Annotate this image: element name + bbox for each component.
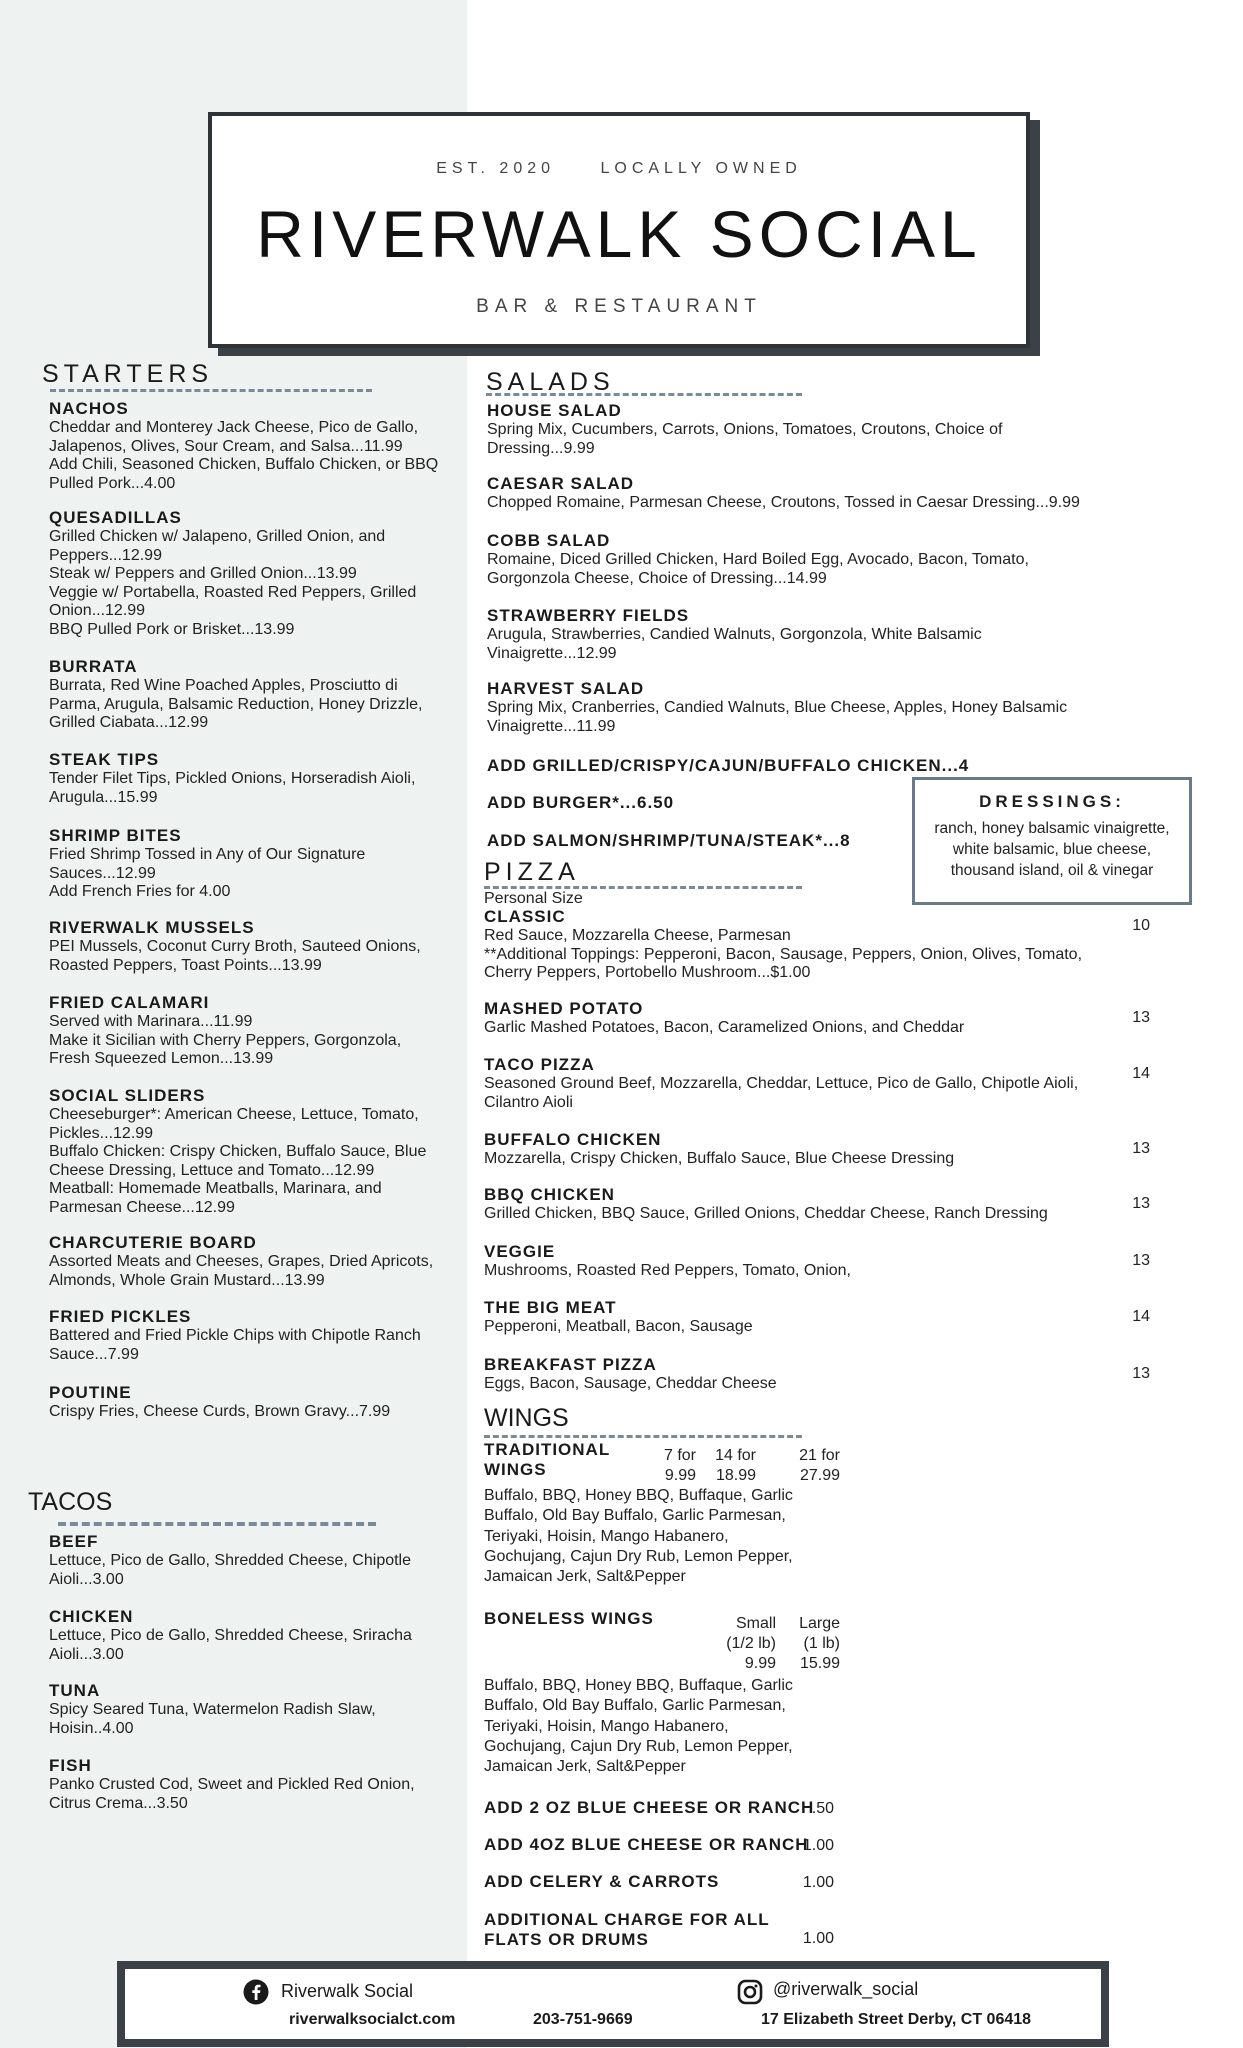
menu-item xyxy=(49,1086,469,1217)
item-description xyxy=(49,1552,469,1589)
item-name: MASHED POTATO xyxy=(484,999,644,1018)
description-line: Arugula, Strawberries, Candied Walnuts, Gorgonzola, White Balsamic xyxy=(487,626,982,643)
pizza-heading: PIZZA xyxy=(484,858,580,886)
description-line: Buffalo, BBQ, Honey BBQ, Buffaque, Garlic xyxy=(484,1677,793,1694)
description-line: Hoisin..4.00 xyxy=(49,1719,134,1737)
item-price: 13 xyxy=(1132,1365,1150,1382)
tagline-locally-owned: LOCALLY OWNED xyxy=(600,160,802,177)
item-name: STRAWBERRY FIELDS xyxy=(487,606,690,625)
item-description xyxy=(49,419,469,493)
description-line: Teriyaki, Hoisin, Mango Habanero, xyxy=(484,1527,729,1545)
item-name: HARVEST SALAD xyxy=(487,679,645,698)
salad-addon: ADD GRILLED/CRISPY/CAJUN/BUFFALO CHICKEN...4 xyxy=(487,756,970,775)
item-description xyxy=(49,1327,469,1364)
description-line: Add French Fries for 4.00 xyxy=(49,883,231,900)
description-line: Sauce...7.99 xyxy=(49,1345,139,1363)
price-cell: 21 for xyxy=(799,1447,840,1464)
menu-item xyxy=(49,826,469,902)
item-name: BURRATA xyxy=(49,657,138,676)
name-line: TRADITIONAL xyxy=(484,1440,611,1459)
price-column xyxy=(700,1446,756,1486)
phone-number: 203-751-9669 xyxy=(533,2011,633,2028)
description-line: Add Chili, Seasoned Chicken, Buffalo Chicken, or BBQ xyxy=(49,456,439,473)
description-line: Spicy Seared Tuna, Watermelon Radish Slaw, xyxy=(49,1701,376,1718)
menu-item xyxy=(49,399,469,493)
price-cell: (1/2 lb) xyxy=(726,1635,776,1652)
item-name: FISH xyxy=(49,1756,92,1775)
dressing-line: thousand island, oil & vinegar xyxy=(950,862,1154,879)
header-box xyxy=(208,112,1030,348)
item-description xyxy=(49,770,469,807)
description-line: Jalapenos, Olives, Sour Cream, and Salsa...11.99 xyxy=(49,437,403,455)
dressing-line: ranch, honey balsamic vinaigrette, xyxy=(934,820,1170,837)
item-price: 14 xyxy=(1132,1308,1150,1325)
item-name: SOCIAL SLIDERS xyxy=(49,1086,206,1105)
item-name: CHICKEN xyxy=(49,1607,134,1626)
description-line: Served with Marinara...11.99 xyxy=(49,1013,253,1030)
description-line: Gochujang, Cajun Dry Rub, Lemon Pepper, xyxy=(484,1547,793,1565)
wings-heading: WINGS xyxy=(484,1404,569,1432)
item-price: 10 xyxy=(1132,917,1150,934)
address: 17 Elizabeth Street Derby, CT 06418 xyxy=(761,2011,1032,2028)
description-line: Crispy Fries, Cheese Curds, Brown Gravy...7.99 xyxy=(49,1403,391,1420)
menu-item xyxy=(487,474,1243,513)
description-line: Aioli...3.00 xyxy=(49,1645,124,1663)
item-description xyxy=(487,551,1243,588)
instagram-icon xyxy=(737,1979,763,2005)
item-name: SHRIMP BITES xyxy=(49,826,182,845)
price-column xyxy=(784,1446,840,1486)
description-line: Parma, Arugula, Balsamic Reduction, Honey Drizzle, xyxy=(49,695,423,713)
extra-price: 1.00 xyxy=(802,1874,834,1891)
item-description xyxy=(49,677,469,733)
item-name: FRIED PICKLES xyxy=(49,1307,192,1326)
menu-item xyxy=(49,918,469,975)
description-line: Pepperoni, Meatball, Bacon, Sausage xyxy=(484,1318,753,1335)
item-name: POUTINE xyxy=(49,1383,132,1402)
dressings-title: DRESSINGS: xyxy=(979,792,1125,811)
description-line: Citrus Crema...3.50 xyxy=(49,1794,188,1812)
menu-item xyxy=(487,401,1243,458)
menu-item xyxy=(49,1756,469,1813)
description-line: Romaine, Diced Grilled Chicken, Hard Boiled Egg, Avocado, Bacon, Tomato, xyxy=(487,551,1029,568)
item-name: STEAK TIPS xyxy=(49,750,160,769)
description-line: Spring Mix, Cucumbers, Carrots, Onions, Tomatoes, Croutons, Choice of xyxy=(487,421,1003,438)
item-description xyxy=(487,421,1243,458)
description-line: Make it Sicilian with Cherry Peppers, Gorgonzola, xyxy=(49,1031,402,1049)
description-line: PEI Mussels, Coconut Curry Broth, Sauteed Onions, xyxy=(49,938,421,955)
salad-addon: ADD SALMON/SHRIMP/TUNA/STEAK*...8 xyxy=(487,831,851,850)
description-line: Cheese Dressing, Lettuce and Tomato...12.99 xyxy=(49,1161,375,1179)
description-line: Meatball: Homemade Meatballs, Marinara, and xyxy=(49,1180,382,1197)
item-name: CLASSIC xyxy=(484,907,566,926)
menu-item xyxy=(49,1532,469,1589)
item-price: 13 xyxy=(1132,1140,1150,1157)
item-description xyxy=(484,1676,793,1777)
description-line: Buffalo, Old Bay Buffalo, Garlic Parmesan, xyxy=(484,1697,786,1715)
price-column xyxy=(764,1614,840,1674)
item-description xyxy=(49,846,469,902)
description-line: **Additional Toppings: Pepperoni, Bacon, Sausage, Peppers, Onion, Olives, Tomato, xyxy=(484,945,1083,963)
description-line: Cilantro Aioli xyxy=(484,1093,573,1111)
menu-item xyxy=(49,1307,469,1364)
description-line: Dressing...9.99 xyxy=(487,439,595,457)
menu-item xyxy=(49,1383,469,1422)
item-name: THE BIG MEAT xyxy=(484,1298,617,1317)
item-price: 13 xyxy=(1132,1009,1150,1026)
item-description xyxy=(487,626,1243,663)
description-line: Vinaigrette...12.99 xyxy=(487,644,617,662)
dressings-box xyxy=(912,777,1192,905)
description-line: Mushrooms, Roasted Red Peppers, Tomato, Onion, xyxy=(484,1262,851,1279)
description-line: Pickles...12.99 xyxy=(49,1124,154,1142)
item-price: 13 xyxy=(1132,1195,1150,1212)
description-line: Mozzarella, Crispy Chicken, Buffalo Sauce, Blue Cheese Dressing xyxy=(484,1150,955,1167)
tacos-heading: TACOS xyxy=(28,1488,113,1516)
wings-divider xyxy=(484,1435,802,1438)
description-line: Grilled Ciabata...12.99 xyxy=(49,714,209,731)
item-description xyxy=(49,1013,469,1069)
restaurant-subtitle: BAR & RESTAURANT xyxy=(476,296,762,317)
tacos-divider xyxy=(58,1522,376,1526)
pizza-size-note: Personal Size xyxy=(484,890,583,907)
description-line: Gorgonzola Cheese, Choice of Dressing...14.99 xyxy=(487,569,827,587)
description-line: Chopped Romaine, Parmesan Cheese, Croutons, Tossed in Caesar Dressing...9.99 xyxy=(487,494,1080,511)
price-cell: 9.99 xyxy=(664,1467,696,1484)
extra-price: 1.00 xyxy=(802,1930,834,1947)
price-cell: 14 for xyxy=(715,1447,756,1464)
item-description xyxy=(49,1403,469,1422)
description-line: Sauces...12.99 xyxy=(49,864,156,882)
item-name: BEEF xyxy=(49,1532,99,1551)
menu-item xyxy=(49,993,469,1069)
extra-name-line: FLATS OR DRUMS xyxy=(484,1930,649,1949)
starters-heading: STARTERS xyxy=(42,360,214,388)
menu-item xyxy=(487,679,1243,736)
website-link[interactable]: riverwalksocialct.com xyxy=(289,2011,456,2028)
salads-heading: SALADS xyxy=(486,368,615,396)
description-line: Veggie w/ Portabella, Roasted Red Peppers, Grilled xyxy=(49,583,417,601)
description-line: Burrata, Red Wine Poached Apples, Prosciutto di xyxy=(49,677,398,694)
description-line: Buffalo, Old Bay Buffalo, Garlic Parmesan, xyxy=(484,1507,786,1525)
item-name: NACHOS xyxy=(49,399,129,418)
description-line: Cherry Peppers, Portobello Mushroom...$1.00 xyxy=(484,964,811,981)
description-line: Roasted Peppers, Toast Points...13.99 xyxy=(49,956,322,974)
description-line: Lettuce, Pico de Gallo, Shredded Cheese, Chipotle xyxy=(49,1552,412,1569)
description-line: Buffalo Chicken: Crispy Chicken, Buffalo Sauce, Blue xyxy=(49,1143,427,1160)
description-line: Grilled Chicken, BBQ Sauce, Grilled Onions, Cheddar Cheese, Ranch Dressing xyxy=(484,1205,1048,1222)
description-line: Grilled Chicken w/ Jalapeno, Grilled Onion, and xyxy=(49,528,386,545)
extra-name-line: ADD CELERY & CARROTS xyxy=(484,1872,720,1891)
item-description xyxy=(49,1627,469,1664)
wing-extra xyxy=(484,1872,719,1892)
description-line: Teriyaki, Hoisin, Mango Habanero, xyxy=(484,1717,729,1735)
item-name: BUFFALO CHICKEN xyxy=(484,1130,662,1149)
menu-item xyxy=(49,508,469,639)
description-line: Jamaican Jerk, Salt&Pepper xyxy=(484,1568,686,1586)
restaurant-name: RIVERWALK SOCIAL xyxy=(256,197,982,271)
description-line: Seasoned Ground Beef, Mozzarella, Cheddar, Lettuce, Pico de Gallo, Chipotle Aioli, xyxy=(484,1075,1079,1092)
item-price: 13 xyxy=(1132,1252,1150,1269)
traditional-wings xyxy=(484,1440,610,1480)
item-name: BBQ CHICKEN xyxy=(484,1185,615,1204)
price-column xyxy=(640,1446,696,1486)
description-line: Lettuce, Pico de Gallo, Shredded Cheese, Sriracha xyxy=(49,1627,412,1644)
item-description xyxy=(487,494,1243,513)
item-description xyxy=(49,1701,469,1738)
menu-item xyxy=(487,531,1243,588)
description-line: Assorted Meats and Cheeses, Grapes, Dried Apricots, xyxy=(49,1253,434,1270)
price-cell: Large xyxy=(799,1615,840,1632)
item-name: QUESADILLAS xyxy=(49,508,182,527)
item-description xyxy=(49,938,469,975)
description-line: Almonds, Whole Grain Mustard...13.99 xyxy=(49,1271,325,1289)
description-line: Onion...12.99 xyxy=(49,602,146,619)
description-line: Gochujang, Cajun Dry Rub, Lemon Pepper, xyxy=(484,1737,793,1755)
menu-item xyxy=(49,657,469,733)
item-price: 14 xyxy=(1132,1065,1150,1082)
price-cell: 15.99 xyxy=(799,1655,840,1672)
description-line: Pulled Pork...4.00 xyxy=(49,474,176,492)
item-name: BONELESS WINGS xyxy=(484,1609,654,1628)
description-line: Battered and Fried Pickle Chips with Chipotle Ranch xyxy=(49,1327,421,1344)
item-description xyxy=(49,1106,469,1217)
item-name: HOUSE SALAD xyxy=(487,401,622,420)
description-line: Tender Filet Tips, Pickled Onions, Horseradish Aioli, xyxy=(49,770,416,787)
price-cell: 27.99 xyxy=(799,1467,840,1484)
wing-extra xyxy=(484,1835,809,1855)
description-line: Arugula...15.99 xyxy=(49,788,158,806)
item-name: CAESAR SALAD xyxy=(487,474,635,493)
price-cell: 9.99 xyxy=(744,1655,776,1672)
description-line: Buffalo, BBQ, Honey BBQ, Buffaque, Garlic xyxy=(484,1487,793,1504)
description-line: Garlic Mashed Potatoes, Bacon, Caramelized Onions, and Cheddar xyxy=(484,1019,965,1036)
description-line: Red Sauce, Mozzarella Cheese, Parmesan xyxy=(484,927,791,944)
extra-price: .50 xyxy=(811,1800,834,1817)
menu-item xyxy=(484,1055,1204,1112)
item-name: RIVERWALK MUSSELS xyxy=(49,918,255,937)
description-line: Steak w/ Peppers and Grilled Onion...13.99 xyxy=(49,565,357,582)
item-name xyxy=(484,1440,610,1480)
wing-extra xyxy=(484,1798,814,1818)
item-name: FRIED CALAMARI xyxy=(49,993,210,1012)
facebook-handle[interactable]: Riverwalk Social xyxy=(281,1981,414,2001)
menu-item xyxy=(49,750,469,807)
tagline-est: EST. 2020 xyxy=(436,160,556,177)
item-description xyxy=(49,1776,469,1813)
item-name: BREAKFAST PIZZA xyxy=(484,1355,657,1374)
item-description xyxy=(484,927,1204,983)
dressings-list xyxy=(915,818,1189,881)
description-line: Peppers...12.99 xyxy=(49,546,162,564)
item-description xyxy=(487,699,1243,736)
price-cell: 7 for xyxy=(663,1447,696,1464)
price-cell: 18.99 xyxy=(715,1467,756,1484)
description-line: Panko Crusted Cod, Sweet and Pickled Red Onion, xyxy=(49,1776,415,1793)
description-line: Fresh Squeezed Lemon...13.99 xyxy=(49,1050,274,1067)
extra-price: 1.00 xyxy=(802,1837,834,1854)
pizza-divider xyxy=(484,886,802,889)
menu-item xyxy=(49,1233,469,1290)
description-line: Jamaican Jerk, Salt&Pepper xyxy=(484,1758,686,1776)
description-line: Fried Shrimp Tossed in Any of Our Signature xyxy=(49,846,366,863)
description-line: Aioli...3.00 xyxy=(49,1570,124,1588)
extra-name-line: ADD 4OZ BLUE CHEESE OR RANCH xyxy=(484,1835,809,1854)
menu-item xyxy=(487,606,1243,663)
menu-item xyxy=(49,1681,469,1738)
price-cell: (1 lb) xyxy=(803,1635,840,1652)
description-line: Eggs, Bacon, Sausage, Cheddar Cheese xyxy=(484,1375,777,1392)
description-line: Cheeseburger*: American Cheese, Lettuce, Tomato, xyxy=(49,1106,419,1123)
price-cell: Small xyxy=(735,1615,776,1632)
facebook-icon xyxy=(243,1979,269,2005)
header-tagline xyxy=(212,160,1026,178)
salads-divider xyxy=(486,393,802,396)
item-name: VEGGIE xyxy=(484,1242,556,1261)
item-description xyxy=(49,1253,469,1290)
starters-divider xyxy=(50,389,372,392)
item-name: CHARCUTERIE BOARD xyxy=(49,1233,257,1252)
item-name: COBB SALAD xyxy=(487,531,611,550)
item-name: TUNA xyxy=(49,1681,101,1700)
salad-addon: ADD BURGER*...6.50 xyxy=(487,793,675,812)
wing-extra xyxy=(484,1910,770,1950)
dressing-line: white balsamic, blue cheese, xyxy=(952,841,1152,858)
extra-name-line: ADDITIONAL CHARGE FOR ALL xyxy=(484,1910,770,1929)
name-line: WINGS xyxy=(484,1460,547,1479)
description-line: BBQ Pulled Pork or Brisket...13.99 xyxy=(49,620,295,638)
item-description xyxy=(484,1486,793,1587)
instagram-handle[interactable]: @riverwalk_social xyxy=(773,1979,919,1999)
item-description xyxy=(49,528,469,639)
footer-bar xyxy=(117,1961,1109,2047)
description-line: Parmesan Cheese...12.99 xyxy=(49,1198,235,1216)
description-line: Vinaigrette...11.99 xyxy=(487,717,616,735)
item-name: TACO PIZZA xyxy=(484,1055,595,1074)
menu-item xyxy=(49,1607,469,1664)
extra-name-line: ADD 2 OZ BLUE CHEESE OR RANCH xyxy=(484,1798,815,1817)
description-line: Cheddar and Monterey Jack Cheese, Pico de Gallo, xyxy=(49,419,419,436)
description-line: Spring Mix, Cranberries, Candied Walnuts, Blue Cheese, Apples, Honey Balsamic xyxy=(487,699,1068,716)
